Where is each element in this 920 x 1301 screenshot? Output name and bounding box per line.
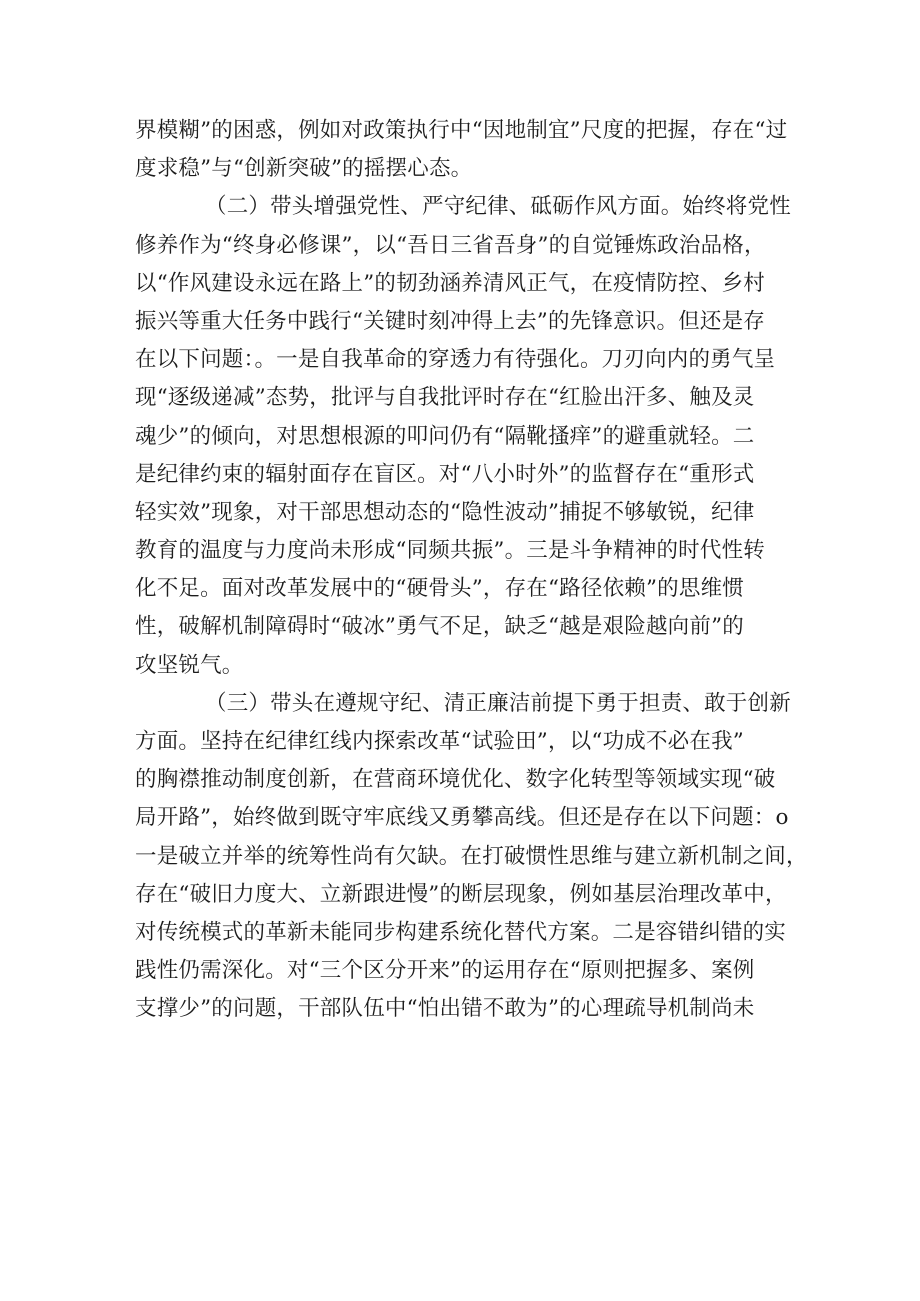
text-line: 以“作风建设永远在路上”的韧劲涵养清风正气，在疫情防控、乡村 xyxy=(135,270,765,296)
text-line: 是纪律约束的辐射面存在盲区。对“八小时外”的监督存在“重形式 xyxy=(135,461,755,487)
text-line: 攻坚锐气。 xyxy=(135,652,244,678)
text-line: 界模糊”的困惑，例如对政策执行中“因地制宜”尺度的把握，存在“过 xyxy=(135,118,788,143)
text-line: 一是破立并举的统筹性尚有欠缺。在打破惯性思维与建立新机制之间， xyxy=(135,843,808,869)
text-line: 修养作为“终身必修课”，以“吾日三省吾身”的自觉锤炼政治品格， xyxy=(135,232,766,258)
text-line: 在以下问题：。一是自我革命的穿透力有待强化。刀刃向内的勇气呈 xyxy=(135,347,776,373)
text-line: 的胸襟推动制度创新，在营商环境优化、数字化转型等领域实现“破 xyxy=(135,767,776,793)
text-line: 度求稳”与“创新突破”的摇摆心态。 xyxy=(135,156,473,182)
text-line: 支撑少”的问题，干部队伍中“怕出错不敢为”的心理疏导机制尚未 xyxy=(135,996,755,1022)
text-line: 轻实效”现象，对干部思想动态的“隐性波动”捕捉不够敏锐，纪律 xyxy=(135,499,755,525)
text-line: （三）带头在遵规守纪、清正廉洁前提下勇于担责、敢于创新 xyxy=(205,690,791,716)
text-line: 魂少”的倾向，对思想根源的叩问仍有“隔靴搔痒”的避重就轻。二 xyxy=(135,423,755,449)
text-line: 振兴等重大任务中践行“关键时刻冲得上去”的先锋意识。但还是存 xyxy=(135,308,765,334)
text-line: 性，破解机制障碍时“破冰”勇气不足，缺乏“越是艰险越向前”的 xyxy=(135,614,744,640)
text-line: 现“逐级递减”态势，批评与自我批评时存在“红脸出汗多、触及灵 xyxy=(135,385,755,411)
text-line: 方面。坚持在纪律红线内探索改革“试验田”，以“功成不必在我” xyxy=(135,729,744,754)
paragraph-section-three xyxy=(135,685,808,1029)
text-line: （二）带头增强党性、严守纪律、砥砺作风方面。始终将党性 xyxy=(205,194,791,220)
text-line: 化不足。面对改革发展中的“硬骨头”，存在“路径依赖”的思维惯 xyxy=(135,576,744,602)
text-line: 存在“破旧力度大、立新跟进慢”的断层现象，例如基层治理改革中， xyxy=(135,881,787,907)
text-line: 对传统模式的革新未能同步构建系统化替代方案。二是容错纠错的实 xyxy=(135,919,787,945)
text-line: 教育的温度与力度尚未形成“同频共振”。三是斗争精神的时代性转 xyxy=(135,538,765,564)
paragraph-continuation xyxy=(135,112,788,188)
document-body xyxy=(135,112,808,1029)
text-line: 践性仍需深化。对“三个区分开来”的运用存在“原则把握多、案例 xyxy=(135,958,755,984)
paragraph-section-two xyxy=(135,188,791,684)
text-line: 局开路”，始终做到既守牢底线又勇攀高线。但还是存在以下问题：o xyxy=(135,805,789,831)
